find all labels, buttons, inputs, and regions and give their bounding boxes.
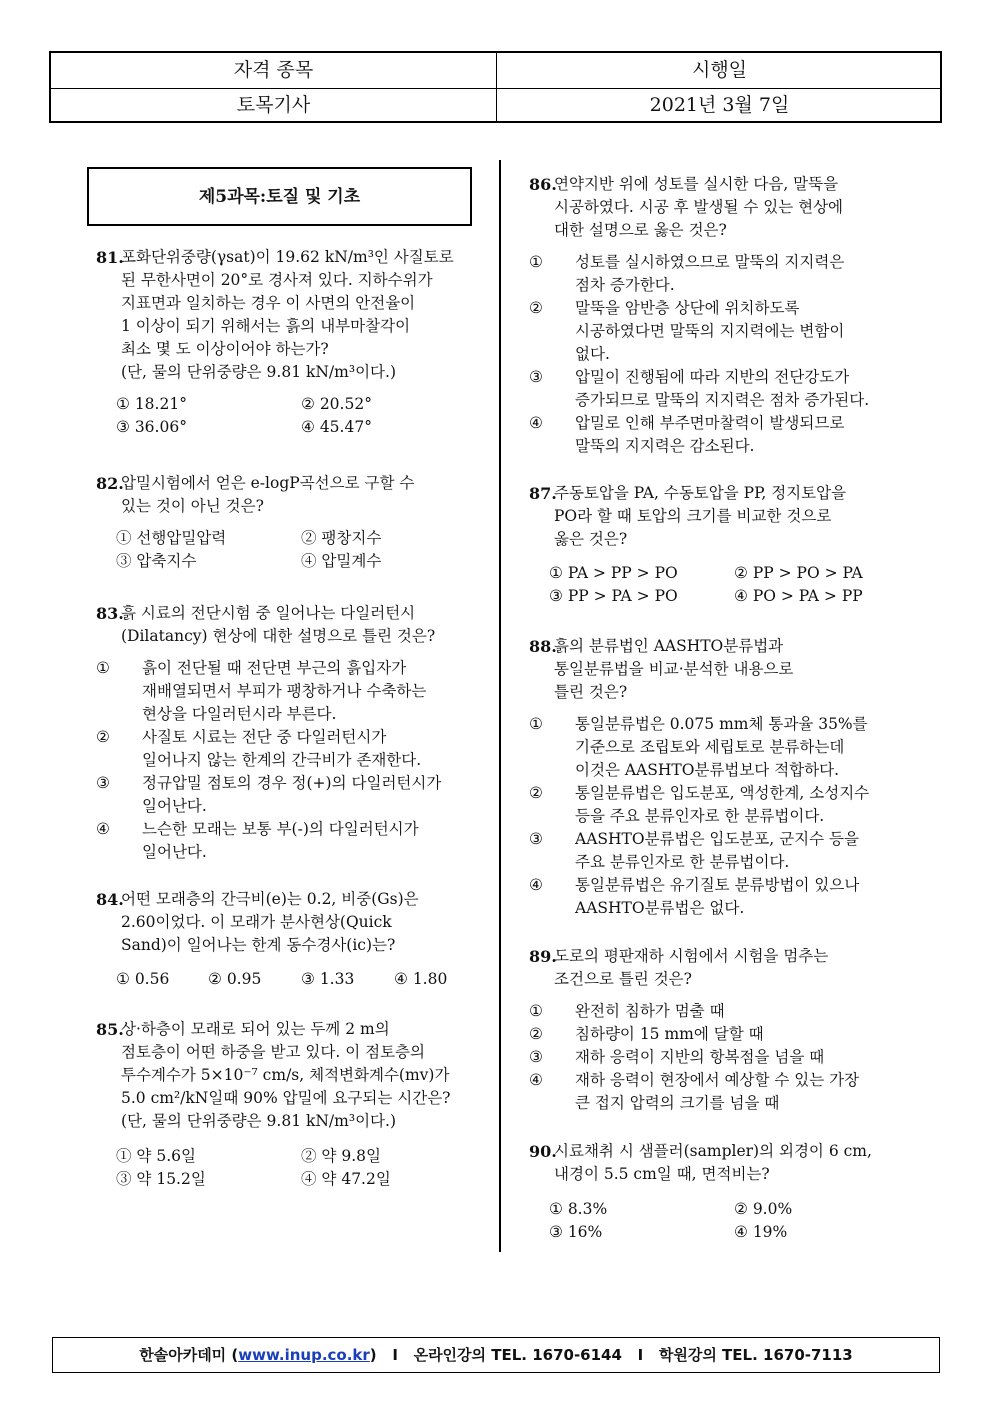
question-stem [96, 246, 491, 384]
option-2[interactable]: ② 0.95 [208, 970, 262, 988]
answer-options [529, 562, 919, 608]
option-line: 말뚝의 지지력은 감소된다. [575, 437, 755, 455]
option-line: 침하량이 15 mm에 달할 때 [575, 1025, 764, 1043]
footer-bar [52, 1337, 940, 1373]
option-3[interactable] [529, 366, 919, 412]
option-3[interactable]: ③ PP > PA > PO [549, 587, 678, 605]
option-4[interactable]: ④ 압밀계수 [301, 552, 382, 570]
option-1[interactable] [96, 657, 491, 726]
option-1[interactable]: ① 18.21° [116, 395, 187, 413]
answer-options [96, 393, 491, 439]
question-number: 88. [529, 637, 557, 656]
option-line: 정규압밀 점토의 경우 정(+)의 다일러턴시가 [142, 774, 442, 792]
option-1[interactable]: ① 0.56 [116, 970, 170, 988]
option-line: 일어난다. [142, 843, 207, 861]
question-stem [96, 472, 491, 518]
option-3[interactable] [96, 772, 491, 818]
option-4[interactable] [529, 412, 919, 458]
question-number: 84. [96, 890, 124, 909]
answer-options [96, 1145, 491, 1191]
question-number: 87. [529, 484, 557, 503]
option-4[interactable]: ④ 19% [734, 1223, 788, 1241]
option-line: 등을 주요 분류인자로 한 분류법이다. [575, 807, 825, 825]
option-1[interactable]: ① 8.3% [549, 1200, 608, 1218]
exam-type-value: 토목기사 [51, 88, 497, 123]
answer-options [529, 1198, 919, 1244]
option-3[interactable]: ③ 약 15.2일 [116, 1170, 206, 1188]
answer-options [96, 527, 491, 573]
option-line: 일어나지 않는 한계의 간극비가 존재한다. [142, 751, 422, 769]
footer-brand-close: ) [369, 1346, 377, 1364]
option-line: 큰 접지 압력의 크기를 넘을 때 [575, 1094, 780, 1112]
stem-line: 흙 시료의 전단시험 중 일어나는 다일러턴시 [121, 604, 416, 622]
footer-brand: 한솔아카데미 ( [139, 1346, 239, 1364]
option-line: 통일분류법은 0.075 mm체 통과율 35%를 [575, 715, 868, 733]
answer-options [96, 657, 491, 864]
question-84 [96, 888, 491, 991]
stem-line: 2.60이었다. 이 모래가 분사현상(Quick [121, 913, 392, 931]
option-4[interactable] [529, 1069, 919, 1115]
option-line: 압밀로 인해 부주면마찰력이 발생되므로 [575, 414, 845, 432]
option-1[interactable]: ① 선행압밀압력 [116, 529, 227, 547]
option-3[interactable] [529, 828, 919, 874]
option-2[interactable]: ② 9.0% [734, 1200, 793, 1218]
stem-line: Sand)이 일어나는 한계 동수경사(ic)는? [121, 936, 396, 954]
column-divider [499, 160, 501, 1252]
option-line: 이것은 AASHTO분류법보다 적합하다. [575, 761, 840, 779]
option-mark: ④ [96, 820, 110, 838]
option-2[interactable]: ② 20.52° [301, 395, 372, 413]
option-line: 통일분류법은 유기질토 분류방법이 있으나 [575, 876, 860, 894]
stem-line: PO라 할 때 토압의 크기를 비교한 것으로 [554, 507, 832, 525]
option-3[interactable]: ③ 1.33 [301, 970, 355, 988]
option-3[interactable]: ③ 16% [549, 1223, 603, 1241]
option-1[interactable] [529, 1000, 919, 1023]
stem-line: 틀린 것은? [554, 683, 628, 701]
option-line: 흙이 전단될 때 전단면 부근의 흙입자가 [142, 659, 407, 677]
stem-line: 조건으로 틀린 것은? [554, 970, 692, 988]
option-line: 재배열되면서 부피가 팽창하거나 수축하는 [142, 682, 427, 700]
option-2[interactable]: ② 팽창지수 [301, 529, 382, 547]
stem-line: (단, 물의 단위중량은 9.81 kN/m³이다.) [121, 363, 396, 381]
option-line: 없다. [575, 345, 610, 363]
answer-options [529, 1000, 919, 1115]
question-89 [529, 945, 919, 1115]
question-stem [529, 945, 919, 991]
option-mark: ② [529, 299, 543, 317]
stem-line: 도로의 평판재하 시험에서 시험을 멈추는 [554, 947, 829, 965]
option-3[interactable]: ③ 압축지수 [116, 552, 197, 570]
stem-line: 포화단위중량(γsat)이 19.62 kN/m³인 사질토로 [121, 248, 454, 266]
question-stem [96, 1018, 491, 1133]
answer-options [529, 713, 919, 920]
stem-line: (단, 물의 단위중량은 9.81 kN/m³이다.) [121, 1112, 396, 1130]
footer-separator: I [392, 1346, 398, 1364]
option-mark: ③ [529, 368, 543, 386]
stem-line: 시공하였다. 시공 후 발생될 수 있는 현상에 [554, 198, 844, 216]
exam-date-value: 2021년 3월 7일 [649, 94, 790, 116]
question-81 [96, 246, 491, 439]
option-3[interactable]: ③ 36.06° [116, 418, 187, 436]
stem-line: 흙의 분류법인 AASHTO분류법과 [554, 637, 784, 655]
option-4[interactable]: ④ 약 47.2일 [301, 1170, 391, 1188]
question-number: 86. [529, 175, 557, 194]
option-mark: ③ [96, 774, 110, 792]
option-2[interactable] [96, 726, 491, 772]
footer-separator: I [637, 1346, 644, 1364]
stem-line: 지표면과 일치하는 경우 이 사면의 안전율이 [121, 294, 416, 312]
question-stem [96, 602, 491, 648]
question-86 [529, 173, 919, 458]
option-line: 주요 분류인자로 한 분류법이다. [575, 853, 790, 871]
footer-offline-phone: 학원강의 TEL. 1670-7113 [658, 1346, 853, 1364]
option-line: 압밀이 진행됨에 따라 지반의 전단강도가 [575, 368, 850, 386]
stem-line: 연약지반 위에 성토를 실시한 다음, 말뚝을 [554, 175, 839, 193]
question-stem [529, 482, 919, 551]
option-mark: ① [529, 253, 543, 271]
option-mark: ② [96, 728, 110, 746]
option-2[interactable] [529, 782, 919, 828]
option-mark: ① [529, 1002, 543, 1020]
question-90 [529, 1140, 919, 1244]
question-stem [529, 635, 919, 704]
question-85 [96, 1018, 491, 1191]
stem-line: 5.0 cm²/kN일때 90% 압밀에 요구되는 시간은? [121, 1089, 451, 1107]
question-number: 81. [96, 248, 124, 267]
question-stem [96, 888, 491, 957]
question-83 [96, 602, 491, 864]
option-2[interactable] [529, 1023, 919, 1046]
stem-line: 시료채취 시 샘플러(sampler)의 외경이 6 cm, [554, 1142, 872, 1160]
option-line: 기준으로 조립토와 세립토로 분류하는데 [575, 738, 845, 756]
exam-type-label: 자격 종목 [51, 53, 497, 88]
question-number: 83. [96, 604, 124, 623]
option-mark: ② [529, 784, 543, 802]
exam-header-table [49, 51, 942, 123]
option-4[interactable] [96, 818, 491, 864]
option-line: 사질토 시료는 전단 중 다일러턴시가 [142, 728, 387, 746]
option-mark: ① [529, 715, 543, 733]
stem-line: 대한 설명으로 옳은 것은? [554, 221, 727, 239]
option-mark: ① [96, 659, 110, 677]
question-stem [529, 1140, 919, 1186]
subject-title: 제5과목:토질 및 기초 [87, 167, 472, 226]
option-line: AASHTO분류법은 없다. [575, 899, 745, 917]
option-2[interactable]: ② 약 9.8일 [301, 1147, 381, 1165]
option-4[interactable]: ④ 45.47° [301, 418, 372, 436]
stem-line: 옳은 것은? [554, 530, 628, 548]
header-row-values [51, 88, 940, 123]
stem-line: 된 무한사면이 20°로 경사져 있다. 지하수위가 [121, 271, 433, 289]
question-88 [529, 635, 919, 920]
option-2[interactable] [529, 297, 919, 366]
option-line: 재하 응력이 지반의 항복점을 넘을 때 [575, 1048, 825, 1066]
option-mark: ④ [529, 876, 543, 894]
option-line: 일어난다. [142, 797, 207, 815]
option-line: 현상을 다일러턴시라 부른다. [142, 705, 337, 723]
option-line: 말뚝을 암반층 상단에 위치하도록 [575, 299, 800, 317]
option-1[interactable]: ① 약 5.6일 [116, 1147, 196, 1165]
option-line: AASHTO분류법은 입도분포, 군지수 등을 [575, 830, 859, 848]
stem-line: 내경이 5.5 cm일 때, 면적비는? [554, 1165, 770, 1183]
header-row-labels [51, 53, 940, 89]
footer-website-link[interactable]: www.inup.co.kr [238, 1346, 370, 1364]
option-line: 통일분류법은 입도분포, 액성한계, 소성지수 [575, 784, 870, 802]
option-1[interactable] [529, 713, 919, 782]
option-4[interactable]: ④ 1.80 [394, 970, 448, 988]
question-number: 82. [96, 474, 124, 493]
option-line: 성토를 실시하였으므로 말뚝의 지지력은 [575, 253, 845, 271]
question-87 [529, 482, 919, 608]
stem-line: 최소 몇 도 이상이어야 하는가? [121, 340, 329, 358]
stem-line: 점토층이 어떤 하중을 받고 있다. 이 점토층의 [121, 1043, 426, 1061]
option-line: 재하 응력이 현장에서 예상할 수 있는 가장 [575, 1071, 860, 1089]
stem-line: 1 이상이 되기 위해서는 흙의 내부마찰각이 [121, 317, 411, 335]
question-number: 89. [529, 947, 557, 966]
option-4[interactable]: ④ PO > PA > PP [734, 587, 863, 605]
stem-line: 통일분류법을 비교·분석한 내용으로 [554, 660, 794, 678]
stem-line: 압밀시험에서 얻은 e-logP곡선으로 구할 수 [121, 474, 415, 492]
option-line: 느슨한 모래는 보통 부(-)의 다일러턴시가 [142, 820, 419, 838]
option-3[interactable] [529, 1046, 919, 1069]
option-mark: ② [529, 1025, 543, 1043]
option-1[interactable] [529, 251, 919, 297]
exam-date-label: 시행일 [691, 59, 748, 81]
question-stem [529, 173, 919, 242]
footer-online-phone: 온라인강의 TEL. 1670-6144 [413, 1346, 622, 1364]
stem-line: 어떤 모래층의 간극비(e)는 0.2, 비중(Gs)은 [121, 890, 419, 908]
stem-line: 주동토압을 PA, 수동토압을 PP, 정지토압을 [554, 484, 847, 502]
stem-line: 상·하층이 모래로 되어 있는 두께 2 m의 [121, 1020, 390, 1038]
option-line: 점차 증가한다. [575, 276, 675, 294]
stem-line: 투수계수가 5×10⁻⁷ cm/s, 체적변화계수(mv)가 [121, 1066, 450, 1084]
question-number: 90. [529, 1142, 557, 1161]
option-line: 완전히 침하가 멈출 때 [575, 1002, 725, 1020]
question-number: 85. [96, 1020, 124, 1039]
option-mark: ③ [529, 830, 543, 848]
answer-options [96, 968, 491, 991]
option-line: 증가되므로 말뚝의 지지력은 점차 증가된다. [575, 391, 870, 409]
option-4[interactable] [529, 874, 919, 920]
option-line: 시공하였다면 말뚝의 지지력에는 변함이 [575, 322, 845, 340]
option-2[interactable]: ② PP > PO > PA [734, 564, 863, 582]
option-1[interactable]: ① PA > PP > PO [549, 564, 678, 582]
option-mark: ④ [529, 414, 543, 432]
answer-options [529, 251, 919, 458]
stem-line: 있는 것이 아닌 것은? [121, 497, 264, 515]
stem-line: (Dilatancy) 현상에 대한 설명으로 틀린 것은? [121, 627, 436, 645]
question-82 [96, 472, 491, 573]
option-mark: ④ [529, 1071, 543, 1089]
option-mark: ③ [529, 1048, 543, 1066]
